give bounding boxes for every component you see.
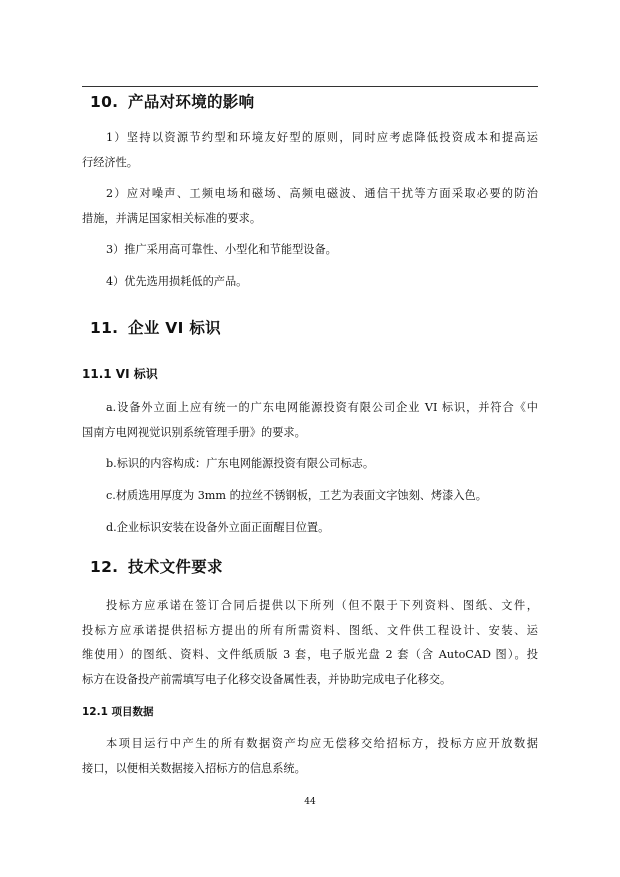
section-11-title: 企业 VI 标识 (128, 319, 221, 337)
paragraph-line: 接口，以便相关数据接入招标方的信息系统。 (82, 761, 306, 775)
paragraph-line: c.材质选用厚度为 3mm 的拉丝不锈钢板，工艺为表面文字蚀刻、烤漆入色。 (106, 489, 487, 502)
subsection-11-1-heading: 11.1 VI 标识 (82, 367, 158, 381)
section-11-item-c (82, 484, 538, 509)
paragraph-line: 4）优先选用损耗低的产品。 (106, 275, 248, 288)
section-10-heading (90, 90, 254, 112)
paragraph-line: 1）坚持以资源节约型和环境友好型的原则，同时应考虑降低投资成本和提高运 (106, 131, 538, 144)
section-11-item-d (82, 516, 538, 541)
section-10-item-3 (82, 238, 538, 263)
section-12-number: 12. (90, 558, 119, 576)
paragraph-line: 维使用）的图纸、资料、文件纸质版 3 套，电子版光盘 2 套（含 AutoCAD 图）。投 (82, 648, 538, 661)
paragraph-line: 投标方应承诺在签订合同后提供以下所列（但不限于下列资料、图纸、文件， (106, 599, 538, 612)
paragraph-line: 2）应对噪声、工频电场和磁场、高频电磁波、通信干扰等方面采取必要的防治 (106, 187, 538, 200)
paragraph-line: b.标识的内容构成：广东电网能源投资有限公司标志。 (106, 457, 375, 470)
paragraph-line: 标方在设备投产前需填写电子化移交设备属性表，并协助完成电子化移交。 (82, 672, 452, 686)
page-number: 44 (304, 797, 316, 807)
paragraph-line: 措施，并满足国家相关标准的要求。 (82, 211, 262, 225)
paragraph-line: 本项目运行中产生的所有数据资产均应无偿移交给招标方，投标方应开放数据 (106, 737, 538, 750)
paragraph-line: 3）推广采用高可靠性、小型化和节能型设备。 (106, 243, 337, 256)
section-11-heading (90, 316, 221, 338)
paragraph-line: 投标方应承诺提供招标方提出的所有所需资料、图纸、文件供工程设计、安装、运 (82, 623, 538, 637)
section-10-item-1 (82, 126, 538, 175)
paragraph-line: 国南方电网视觉识别系统管理手册》的要求。 (82, 425, 306, 439)
section-10-item-2 (82, 182, 538, 231)
section-11-number: 11. (90, 319, 119, 337)
section-11-item-a (82, 396, 538, 445)
section-12-heading (90, 555, 223, 577)
section-12-title: 技术文件要求 (128, 558, 223, 576)
section-12-body (82, 594, 538, 692)
paragraph-line: d.企业标识安装在设备外立面正面醒目位置。 (106, 521, 330, 534)
subsection-12-1-heading: 12.1 项目数据 (82, 706, 154, 718)
header-rule (82, 86, 538, 87)
subsection-12-1-body (82, 732, 538, 781)
section-10-number: 10. (90, 93, 119, 111)
paragraph-line: a.设备外立面上应有统一的广东电网能源投资有限公司企业 VI 标识，并符合《中 (106, 401, 538, 414)
section-11-item-b (82, 452, 538, 477)
section-10-item-4 (82, 270, 538, 295)
section-10-title: 产品对环境的影响 (128, 93, 255, 111)
paragraph-line: 行经济性。 (82, 155, 138, 169)
